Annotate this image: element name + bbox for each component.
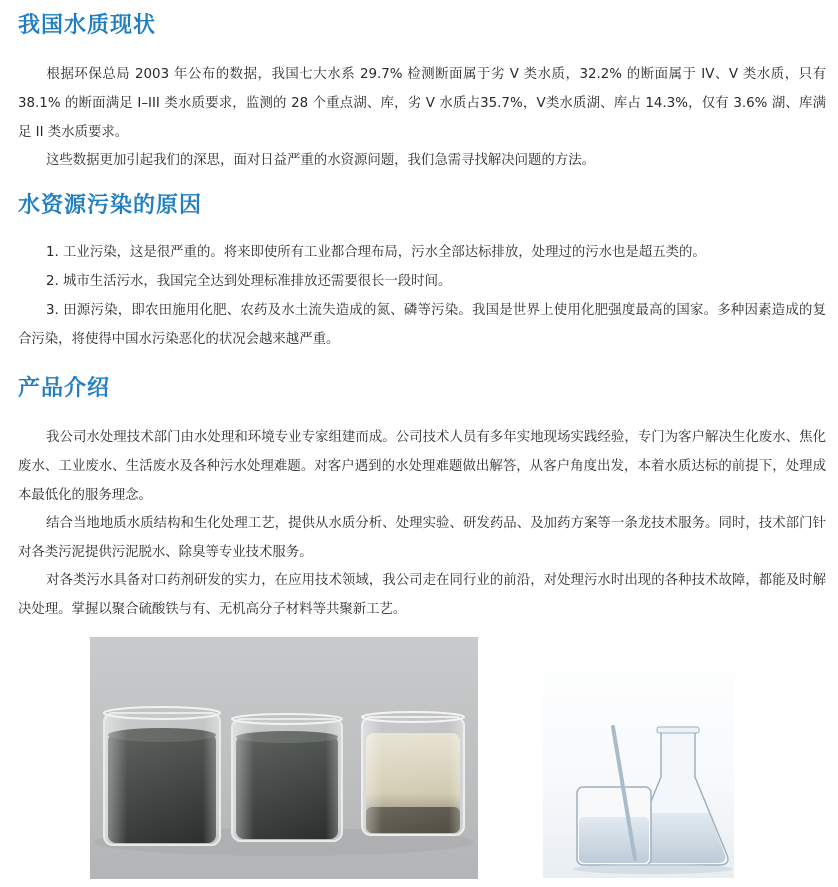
paragraph bbox=[18, 566, 826, 624]
list-item bbox=[18, 296, 826, 354]
list-item bbox=[18, 267, 826, 296]
paragraph bbox=[18, 509, 826, 567]
paragraph-text: 对各类污水具备对口药剂研发的实力，在应用技术领域，我公司走在同行业的前沿，对处理污水时出现的各种技术故障，都能及时解决处理。掌握以聚合硫酸铁与有、无机高分子材料等共聚新工艺。 bbox=[18, 573, 826, 617]
laboratory-glassware-photo bbox=[543, 637, 734, 878]
list-item-text: 1. 工业污染，这是很严重的。将来即使所有工业都合理布局，污水全部达标排放，处理过的污水也是超五类的。 bbox=[46, 245, 706, 260]
section-heading-product-intro: 产品介绍 bbox=[18, 376, 111, 401]
paragraph bbox=[18, 60, 826, 147]
paragraph-text: 这些数据更加引起我们的深思，面对日益严重的水资源问题，我们急需寻找解决问题的方法。 bbox=[46, 153, 596, 168]
beakers-illustration bbox=[90, 637, 478, 879]
beaker-dark-middle bbox=[232, 714, 342, 841]
paragraph-text: 结合当地地质水质结构和生化处理工艺，提供从水质分析、处理实验、研发药品、及加药方案等一条龙技术服务。同时，技术部门针对各类污泥提供污泥脱水、除臭等专业技术服务。 bbox=[18, 516, 826, 560]
glassware-illustration bbox=[543, 637, 734, 878]
paragraph bbox=[18, 423, 826, 510]
paragraph-text: 根据环保总局 2003 年公布的数据，我国七大水系 29.7% 检测断面属于劣 V 类水质，32.2% 的断面属于 IV、V 类水质，只有 38.1% 的断面满足 I–III 类水质要求，监测的 28 个重点湖、库，劣 V 水质占35.7%，V类水质湖、库占 14.3%，仅有 3.6% 湖、库满足 II 类水质要求。 bbox=[18, 67, 826, 140]
glass-beaker bbox=[577, 787, 651, 865]
paragraph bbox=[18, 146, 826, 175]
section-heading-pollution-causes: 水资源污染的原因 bbox=[18, 193, 203, 218]
list-item bbox=[18, 238, 826, 267]
beaker-dark-left bbox=[104, 707, 220, 845]
section-heading-water-quality: 我国水质现状 bbox=[18, 13, 157, 38]
paragraph-text: 我公司水处理技术部门由水处理和环境专业专家组建而成。公司技术人员有多年实地现场实践经验，专门为客户解决生化废水、焦化废水、工业废水、生活废水及各种污水处理难题。对客户遇到的水处理难题做出解答，从客户角度出发，本着水质达标的前提下，处理成本最低化的服务理念。 bbox=[18, 430, 826, 503]
list-item-text: 3. 田源污染，即农田施用化肥、农药及水土流失造成的氮、磷等污染。我国是世界上使用化肥强度最高的国家。多种因素造成的复合污染，将使得中国水污染恶化的状况会越来越严重。 bbox=[18, 303, 826, 347]
beaker-clear-right bbox=[362, 712, 464, 835]
beakers-water-samples-photo bbox=[90, 637, 478, 879]
list-item-text: 2. 城市生活污水，我国完全达到处理标准排放还需要很长一段时间。 bbox=[46, 274, 452, 289]
